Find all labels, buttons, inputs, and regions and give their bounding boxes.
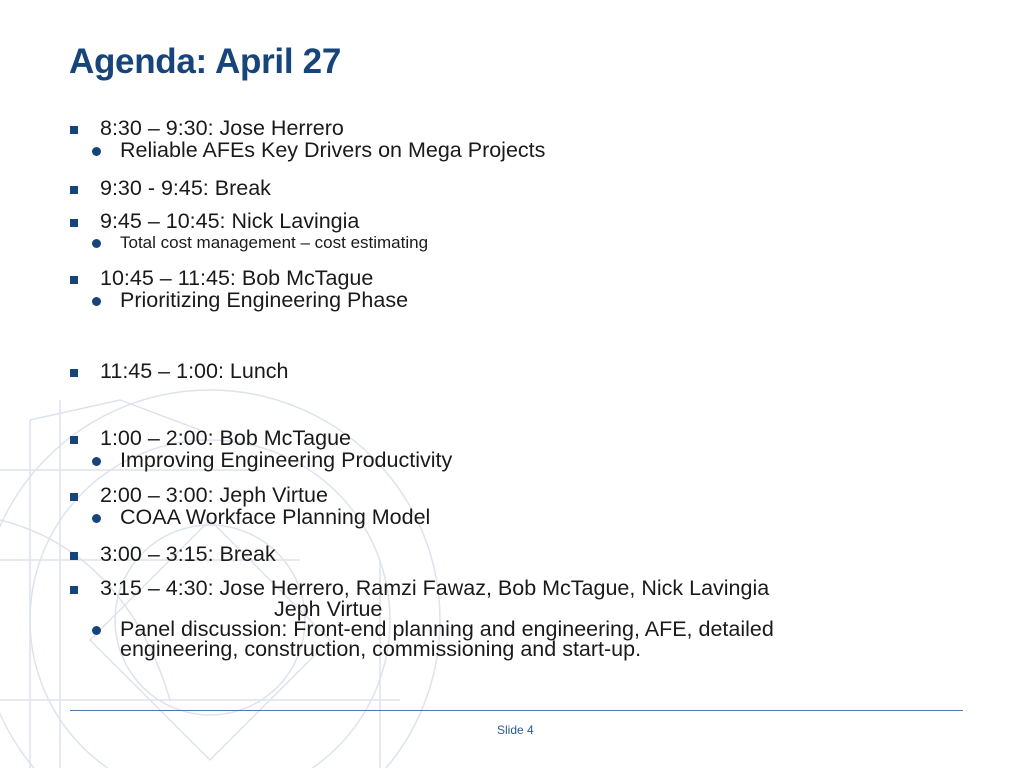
agenda-item	[70, 209, 970, 233]
agenda-list	[70, 116, 970, 659]
square-bullet-icon	[70, 186, 78, 194]
dot-bullet-icon	[92, 457, 101, 466]
agenda-item	[70, 116, 970, 140]
agenda-sub-item	[70, 507, 970, 528]
agenda-topic: Reliable AFEs Key Drivers on Mega Projects	[120, 138, 546, 162]
slide-number: Slide 4	[497, 723, 534, 737]
agenda-item	[70, 483, 970, 507]
dot-bullet-icon	[92, 239, 101, 248]
slide-title: Agenda: April 27	[69, 42, 342, 81]
agenda-time: 1:00 – 2:00: Bob McTague	[100, 426, 352, 450]
agenda-sub-item	[70, 233, 970, 253]
dot-bullet-icon	[92, 297, 101, 306]
agenda-item	[70, 542, 970, 566]
dot-bullet-icon	[92, 147, 101, 156]
agenda-time: 10:45 – 11:45: Bob McTague	[100, 266, 374, 290]
agenda-topic-continuation: engineering, construction, commissioning and start-up.	[120, 637, 642, 661]
square-bullet-icon	[70, 586, 78, 594]
agenda-time: 3:00 – 3:15: Break	[100, 542, 276, 566]
agenda-topic: Total cost management – cost estimating	[120, 233, 429, 252]
agenda-item	[70, 359, 970, 383]
square-bullet-icon	[70, 369, 78, 377]
agenda-item	[70, 576, 970, 619]
square-bullet-icon	[70, 493, 78, 501]
dot-bullet-icon	[92, 514, 101, 523]
agenda-time: 2:00 – 3:00: Jeph Virtue	[100, 483, 328, 507]
agenda-sub-item	[70, 290, 970, 311]
agenda-item	[70, 426, 970, 450]
square-bullet-icon	[70, 276, 78, 284]
agenda-time: 9:30 - 9:45: Break	[100, 176, 271, 200]
agenda-sub-item	[70, 619, 970, 659]
agenda-time: 3:15 – 4:30: Jose Herrero, Ramzi Fawaz, Bob McTague, Nick Lavingia	[100, 576, 770, 600]
agenda-time: 9:45 – 10:45: Nick Lavingia	[100, 209, 360, 233]
square-bullet-icon	[70, 126, 78, 134]
agenda-topic: Prioritizing Engineering Phase	[120, 288, 409, 312]
agenda-time: 11:45 – 1:00: Lunch	[100, 359, 289, 383]
agenda-topic: Improving Engineering Productivity	[120, 448, 453, 472]
agenda-time: 8:30 – 9:30: Jose Herrero	[100, 116, 344, 140]
square-bullet-icon	[70, 219, 78, 227]
agenda-sub-item	[70, 450, 970, 471]
agenda-time-continuation: Jeph Virtue	[274, 597, 383, 621]
agenda-sub-item	[70, 140, 970, 161]
agenda-item	[70, 266, 970, 290]
agenda-item	[70, 176, 970, 200]
square-bullet-icon	[70, 552, 78, 560]
square-bullet-icon	[70, 436, 78, 444]
agenda-topic: Panel discussion: Front-end planning and engineering, AFE, detailed	[120, 617, 774, 641]
footer-divider	[70, 710, 963, 711]
dot-bullet-icon	[92, 626, 101, 635]
agenda-topic: COAA Workface Planning Model	[120, 505, 431, 529]
